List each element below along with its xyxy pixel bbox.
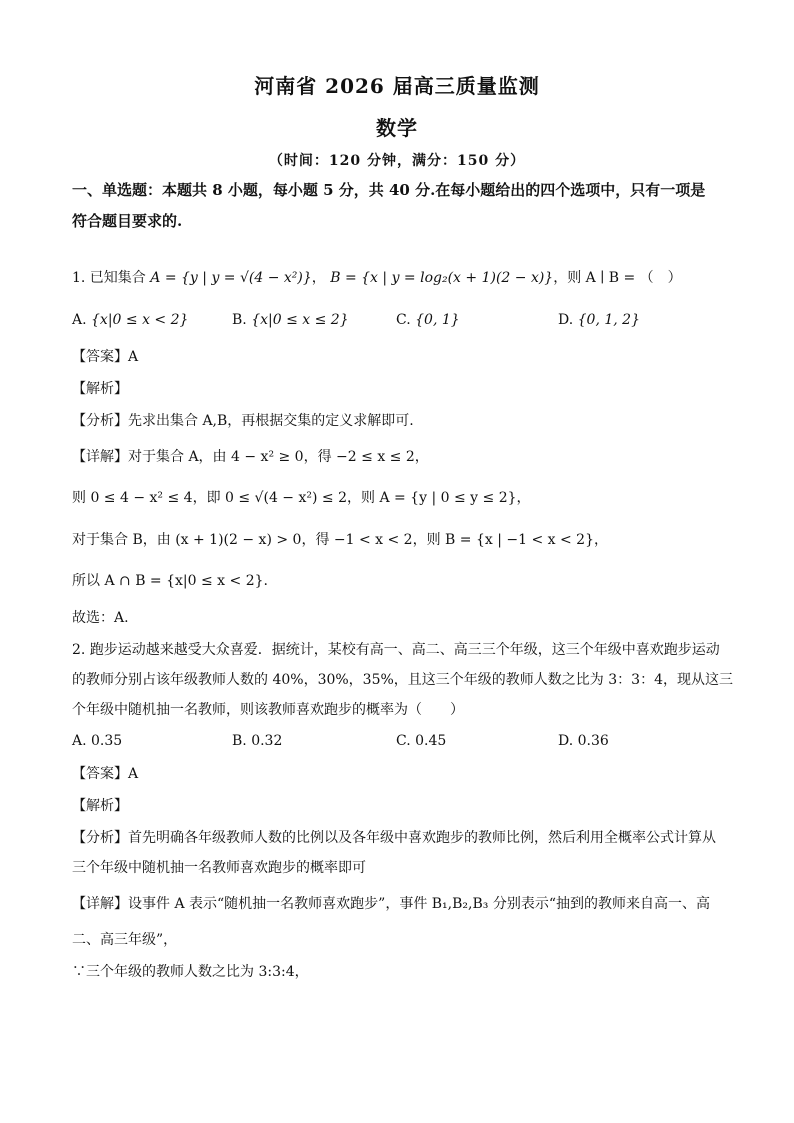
q2-option-c xyxy=(396,733,446,749)
section-heading-line1: 一、单选题：本题共 8 小题，每小题 5 分，共 40 分.在每小题给出的四个选项中，只有一项是 xyxy=(72,181,706,199)
q1-answer: 【答案】A xyxy=(72,349,139,365)
q1-set-a: A = {y | y = √(4 − x²)} xyxy=(150,270,312,286)
q1-sep: ， xyxy=(311,270,326,286)
q2-fenxi-2: 三个年级中随机抽一名教师喜欢跑步的概率即可 xyxy=(72,860,366,876)
q2-answer: 【答案】A xyxy=(72,766,139,782)
option-label: B. xyxy=(232,312,247,328)
option-label: C. xyxy=(396,312,411,328)
q1-fenxi: 【分析】先求出集合 A,B，再根据交集的定义求解即可. xyxy=(72,413,414,429)
q1-option-b xyxy=(232,312,349,328)
q1-option-c xyxy=(396,312,460,328)
q1-xiangjie-1: 【详解】对于集合 A，由 4 − x² ≥ 0，得 −2 ≤ x ≤ 2， xyxy=(72,449,429,465)
q1-option-d xyxy=(558,312,640,328)
option-label: B. xyxy=(232,733,247,749)
option-text: {0, 1, 2} xyxy=(577,312,640,328)
q1-stem-end: ，则 A ∣ B = （ ） xyxy=(553,270,682,286)
q2-stem-line3: 个年级中随机抽一名教师，则该教师喜欢跑步的概率为（ ） xyxy=(72,702,464,718)
q2-option-b xyxy=(232,733,282,749)
option-text: {x|0 ≤ x ≤ 2} xyxy=(251,312,349,328)
q2-xiangjie-1: 【详解】设事件 A 表示“随机抽一名教师喜欢跑步”，事件 B₁,B₂,B₃ 分别表示“抽到的教师来自高一、高 xyxy=(72,896,710,912)
q1-set-b: B = {x | y = log₂(x + 1)(2 − x)} xyxy=(330,270,554,286)
option-text: {x|0 ≤ x < 2} xyxy=(91,312,189,328)
option-text: 0.35 xyxy=(91,733,123,749)
q1-xiangjie-4: 所以 A ∩ B = {x|0 ≤ x < 2}. xyxy=(72,573,268,589)
q2-xiangjie-3: ∵三个年级的教师人数之比为 3:3:4， xyxy=(72,964,309,980)
option-label: C. xyxy=(396,733,411,749)
q2-stem-line1: 2. 跑步运动越来越受大众喜爱．据统计，某校有高一、高二、高三三个年级，这三个年级中喜欢跑步运动 xyxy=(72,642,720,658)
section-heading-line2: 符合题目要求的. xyxy=(72,212,183,230)
q2-analysis-title: 【解析】 xyxy=(72,798,128,814)
q2-option-a xyxy=(72,733,122,749)
q1-choice: 故选：A. xyxy=(72,610,129,626)
q1-analysis-title: 【解析】 xyxy=(72,381,128,397)
exam-title: 河南省 2026 届高三质量监测 xyxy=(254,74,540,98)
q2-fenxi-1: 【分析】首先明确各年级教师人数的比例以及各年级中喜欢跑步的教师比例，然后利用全概率公式计算从 xyxy=(72,830,716,846)
option-label: A. xyxy=(72,312,87,328)
q1-stem-start: 1. 已知集合 xyxy=(72,270,146,286)
option-text: 0.45 xyxy=(415,733,447,749)
q1-option-a xyxy=(72,312,188,328)
q2-xiangjie-2: 二、高三年级”， xyxy=(72,932,178,948)
option-text: 0.32 xyxy=(251,733,283,749)
time-info: （时间：120 分钟，满分：150 分） xyxy=(268,153,526,169)
subject-title: 数学 xyxy=(376,116,418,140)
option-text: 0.36 xyxy=(577,733,609,749)
option-label: D. xyxy=(558,312,574,328)
q2-option-d xyxy=(558,733,609,749)
q1-xiangjie-3: 对于集合 B，由 (x + 1)(2 − x) > 0，得 −1 < x < 2，则 B = {x | −1 < x < 2}， xyxy=(72,532,608,548)
option-text: {0, 1} xyxy=(415,312,460,328)
option-label: D. xyxy=(558,733,574,749)
q1-xiangjie-2: 则 0 ≤ 4 − x² ≤ 4，即 0 ≤ √(4 − x²) ≤ 2，则 A = {y | 0 ≤ y ≤ 2}， xyxy=(72,490,531,506)
q2-stem-line2: 的教师分别占该年级教师人数的 40%，30%，35%，且这三个年级的教师人数之比为 3：3：4，现从这三 xyxy=(72,672,733,688)
option-label: A. xyxy=(72,733,87,749)
q1-stem xyxy=(72,268,732,288)
